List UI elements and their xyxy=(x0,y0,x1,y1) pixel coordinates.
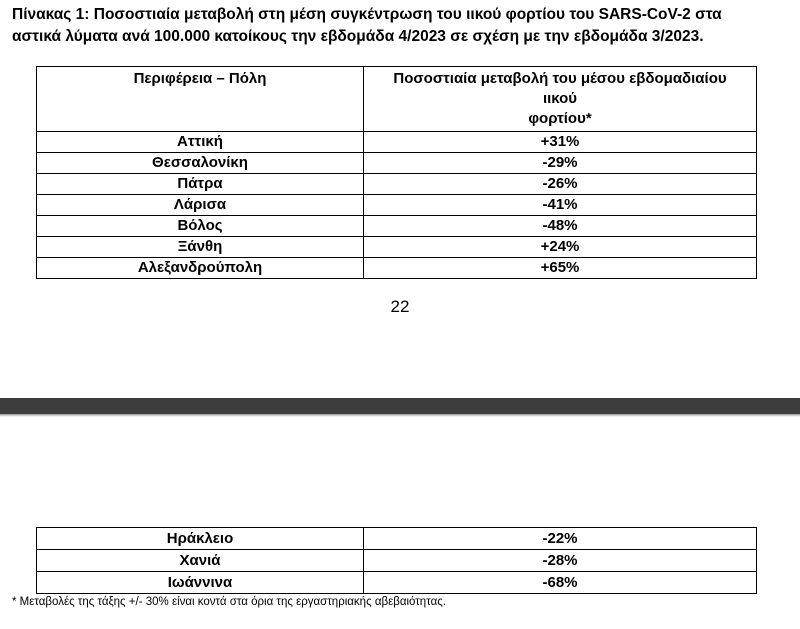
region-cell: Πάτρα xyxy=(37,174,364,195)
table-row xyxy=(37,550,757,572)
table-row xyxy=(37,195,757,216)
caption-line-2: αστικά λύματα ανά 100.000 κατοίκους την εβδομάδα 4/2023 σε σχέση με την εβδομάδα 3/2023. xyxy=(12,28,704,45)
change-cell: +31% xyxy=(364,132,757,153)
header-change xyxy=(364,67,757,132)
footnote: * Μεταβολές της τάξης +/- 30% είναι κοντά στα όρια της εργαστηριακής αβεβαιότητας. xyxy=(12,596,446,608)
table-row xyxy=(37,132,757,153)
region-cell: Ηράκλειο xyxy=(37,528,364,550)
table-row xyxy=(37,572,757,594)
table-row xyxy=(37,153,757,174)
region-cell: Ιωάννινα xyxy=(37,572,364,594)
viral-load-table-continued xyxy=(36,527,757,594)
page-number: 22 xyxy=(390,297,410,316)
viral-load-table xyxy=(36,66,757,279)
change-cell: -22% xyxy=(364,528,757,550)
table-row xyxy=(37,237,757,258)
table-row xyxy=(37,174,757,195)
region-cell: Θεσσαλονίκη xyxy=(37,153,364,174)
change-cell: -41% xyxy=(364,195,757,216)
region-cell: Ξάνθη xyxy=(37,237,364,258)
change-cell: -68% xyxy=(364,572,757,594)
change-cell: -48% xyxy=(364,216,757,237)
region-cell: Αλεξανδρούπολη xyxy=(37,258,364,279)
header-change-line-1: Ποσοστιαία μεταβολή του μέσου εβδομαδιαίου xyxy=(393,70,727,87)
region-cell: Αττική xyxy=(37,132,364,153)
change-cell: -28% xyxy=(364,550,757,572)
table-row xyxy=(37,528,757,550)
change-cell: +65% xyxy=(364,258,757,279)
region-cell: Χανιά xyxy=(37,550,364,572)
region-cell: Λάρισα xyxy=(37,195,364,216)
table-row xyxy=(37,258,757,279)
header-change-line-2: ιικού xyxy=(542,90,578,107)
table-caption xyxy=(12,4,792,48)
change-cell: -26% xyxy=(364,174,757,195)
change-cell: +24% xyxy=(364,237,757,258)
table-row xyxy=(37,216,757,237)
table-header-row xyxy=(37,67,757,132)
change-cell: -29% xyxy=(364,153,757,174)
header-region: Περιφέρεια – Πόλη xyxy=(37,67,364,132)
page-separator xyxy=(0,398,800,414)
header-change-line-3: φορτίου* xyxy=(528,110,592,127)
region-cell: Βόλος xyxy=(37,216,364,237)
caption-line-1: Πίνακας 1: Ποσοστιαία μεταβολή στη μέση συγκέντρωση του ιικού φορτίου του SARS-CoV-2 στα xyxy=(12,6,722,23)
